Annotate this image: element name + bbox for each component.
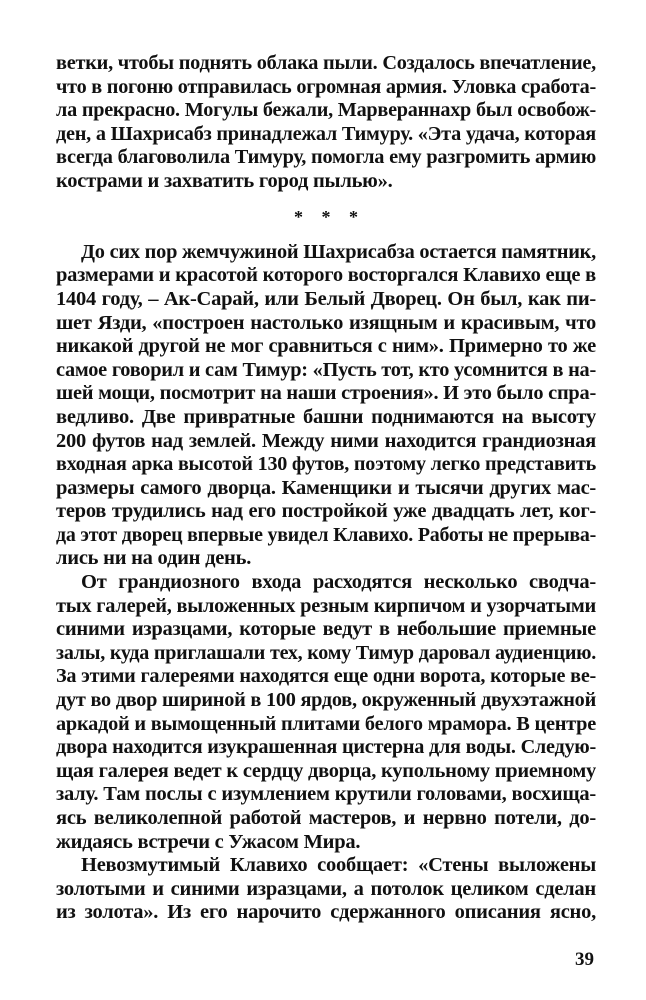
text-line: Невозмутимый Клавихо сообщает: «Стены выложены xyxy=(81,854,596,877)
text-line: шей мощи, посмотрит на наши строения». И это было спра- xyxy=(56,382,596,405)
text-line: ветки, чтобы поднять облака пыли. Создалось впечатление, xyxy=(56,52,596,74)
text-line: аркадой и вымощенный плитами белого мрамора. В центре xyxy=(56,712,596,735)
text-line: да этот дворец впервые увидел Клавихо. Работы не прерыва- xyxy=(56,523,596,546)
asterisk: * xyxy=(294,206,303,227)
paragraph-1 xyxy=(56,52,596,194)
text-line: всегда благоволила Тимуру, помогла ему разгромить армию xyxy=(56,146,596,169)
text-line: теров трудились над его постройкой уже двадцать лет, ког- xyxy=(56,500,596,523)
text-line: ясь великолепной работой мастеров, и нервно потели, до- xyxy=(56,807,596,829)
text-line: золотыми и синими изразцами, а потолок целиком сделан xyxy=(56,877,596,900)
text-line: двора находится изукрашенная цистерна для воды. Следую- xyxy=(56,736,596,759)
paragraph-4 xyxy=(56,854,596,925)
text-line: ден, а Шахрисабз принадлежал Тимуру. «Эта удача, которая xyxy=(56,122,596,145)
text-line: ведливо. Две привратные башни поднимаются на высоту xyxy=(56,405,596,428)
text-line: тых галерей, выложенных резным кирпичом и узорчатыми xyxy=(56,594,596,617)
text-line: До сих пор жемчужиной Шахрисабза остается памятник, xyxy=(81,240,596,263)
text-line: размеры самого дворца. Каменщики и тысячи других мас- xyxy=(56,476,596,499)
text-line: кострами и захватить город пылью». xyxy=(56,169,393,192)
text-line: из золота». Из его нарочито сдержанного описания ясно, xyxy=(56,901,596,924)
text-line: что в погоню отправилась огромная армия. Уловка сработа- xyxy=(56,75,596,98)
text-line: лись ни на один день. xyxy=(56,547,252,570)
text-line: самое говорил и сам Тимур: «Пусть тот, кто усомнится в на- xyxy=(56,358,596,381)
text-line: 1404 году, – Ак-Сарай, или Белый Дворец. Он был, как пи- xyxy=(56,287,596,310)
text-line: залу. Там послы с изумлением крутили головами, восхища- xyxy=(56,783,596,806)
text-line: 200 футов над землей. Между ними находится грандиозная xyxy=(56,429,596,452)
asterisk: * xyxy=(321,206,331,227)
paragraph-3 xyxy=(56,571,596,854)
asterisk: * xyxy=(349,206,358,227)
page-number: 39 xyxy=(575,949,594,970)
text-line: дут во двор шириной в 100 ярдов, окруженный двухэтажной xyxy=(56,689,596,712)
text-line: размерами и красотой которого восторгался Клавихо еще в xyxy=(56,264,596,287)
text-line: входная арка высотой 130 футов, поэтому легко представить xyxy=(56,453,596,476)
text-line: ла прекрасно. Могулы бежали, Марвераннахр был освобож- xyxy=(56,99,596,122)
section-separator xyxy=(56,194,596,241)
text-line: никакой другой не мог сравниться с ним». Примерно то же xyxy=(56,335,596,358)
text-line: жидаясь встречи с Ужасом Мира. xyxy=(56,830,361,853)
text-line: залы, куда приглашали тех, кому Тимур даровал аудиенцию. xyxy=(56,641,596,664)
text-line: щая галерея ведет к сердцу дворца, купольному приемному xyxy=(56,759,596,782)
paragraph-2 xyxy=(56,241,596,571)
text-line: За этими галереями находятся еще одни ворота, которые ве- xyxy=(56,665,596,688)
text-line: синими изразцами, которые ведут в небольшие приемные xyxy=(56,618,596,641)
book-page-text xyxy=(56,52,596,925)
text-line: шет Язди, «построен настолько изящным и красивым, что xyxy=(56,311,596,334)
text-line: От грандиозного входа расходятся несколько сводча- xyxy=(81,571,596,594)
